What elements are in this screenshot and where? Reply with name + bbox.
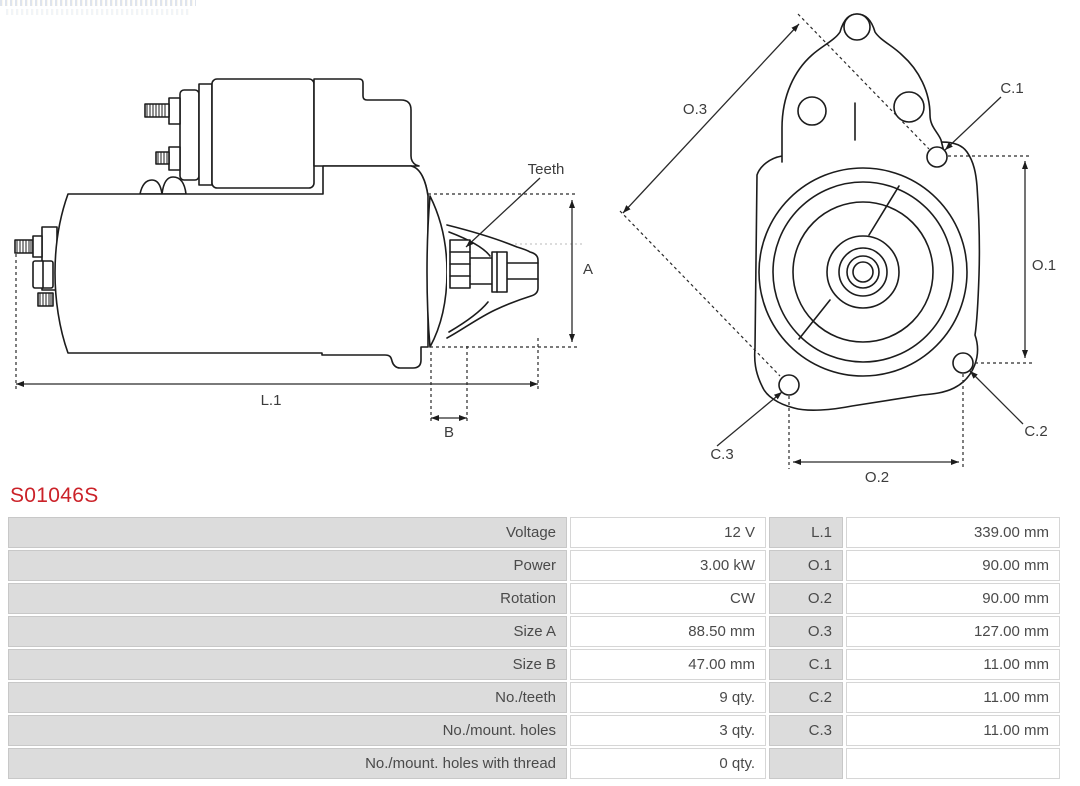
c1-leader [945,97,1001,150]
dim-label-C2: C.2 [1024,423,1048,440]
motor-body [55,166,428,368]
rear-terminal-stud [15,240,33,253]
mounting-hole-c1 [927,147,947,167]
spec-value-cell: 12 V [570,517,766,548]
spec-value-cell: 0 qty. [570,748,766,779]
spec-value-cell: 47.00 mm [570,649,766,680]
mounting-flange-edge [427,196,447,347]
spec-value-cell: 3.00 kW [570,550,766,581]
spec-label-cell: Rotation [8,583,567,614]
spec-value-cell: 9 qty. [570,682,766,713]
table-row [8,748,1060,779]
spec-label-cell: No./mount. holes with thread [8,748,567,779]
solenoid-body [212,79,314,188]
dim-value-cell: 11.00 mm [846,682,1060,713]
dim-label-B: B [443,424,455,441]
dim-label-C1: C.1 [1000,80,1024,97]
front-view [620,14,1056,486]
dim-value-cell: 11.00 mm [846,649,1060,680]
table-row [8,715,1060,746]
gear-housing-circles [759,168,967,376]
spec-value-cell: 88.50 mm [570,616,766,647]
solenoid-bolt-hole [798,97,826,125]
shaft-collar [492,252,507,292]
c2-leader [970,371,1023,424]
c3-leader [717,392,782,446]
spec-label-cell: No./mount. holes [8,715,567,746]
dim-label-cell: C.3 [769,715,843,746]
dim-label-O1: O.1 [1031,257,1057,274]
drive-bracket [314,79,419,166]
dim-label-cell [769,748,843,779]
dim-label-cell: C.1 [769,649,843,680]
dim-label-cell: L.1 [769,517,843,548]
spec-label-cell: Size B [8,649,567,680]
table-row [8,682,1060,713]
spec-label-cell: No./teeth [8,682,567,713]
part-number: S01046S [10,484,99,507]
dim-label-O2: O.2 [864,469,890,486]
dim-label-O3: O.3 [682,101,708,118]
dim-label-cell: C.2 [769,682,843,713]
dim-label-cell: O.1 [769,550,843,581]
dim-value-cell [846,748,1060,779]
spec-label-cell: Power [8,550,567,581]
solenoid-top-hole [844,14,870,40]
mounting-hole-c2 [953,353,973,373]
table-row [8,550,1060,581]
spec-label-cell: Voltage [8,517,567,548]
dim-label-C3: C.3 [710,446,734,463]
table-row [8,583,1060,614]
spec-label-cell: Size A [8,616,567,647]
dim-value-cell: 90.00 mm [846,583,1060,614]
dim-label-cell: O.3 [769,616,843,647]
dim-label-A: A [582,261,594,278]
spec-value-cell: 3 qty. [570,715,766,746]
dim-label-cell: O.2 [769,583,843,614]
teeth-label: Teeth [527,161,565,178]
dim-value-cell: 90.00 mm [846,550,1060,581]
solenoid-end-cap [180,90,199,180]
spec-value-cell: CW [570,583,766,614]
dim-label-L1: L.1 [260,392,282,409]
dim-value-cell: 11.00 mm [846,715,1060,746]
table-row [8,649,1060,680]
solenoid-band [199,84,212,185]
dim-value-cell: 339.00 mm [846,517,1060,548]
spec-table [8,517,1060,781]
table-row [8,616,1060,647]
teeth-leader [466,178,540,247]
table-row [8,517,1060,548]
side-view [15,79,593,441]
dim-value-cell: 127.00 mm [846,616,1060,647]
